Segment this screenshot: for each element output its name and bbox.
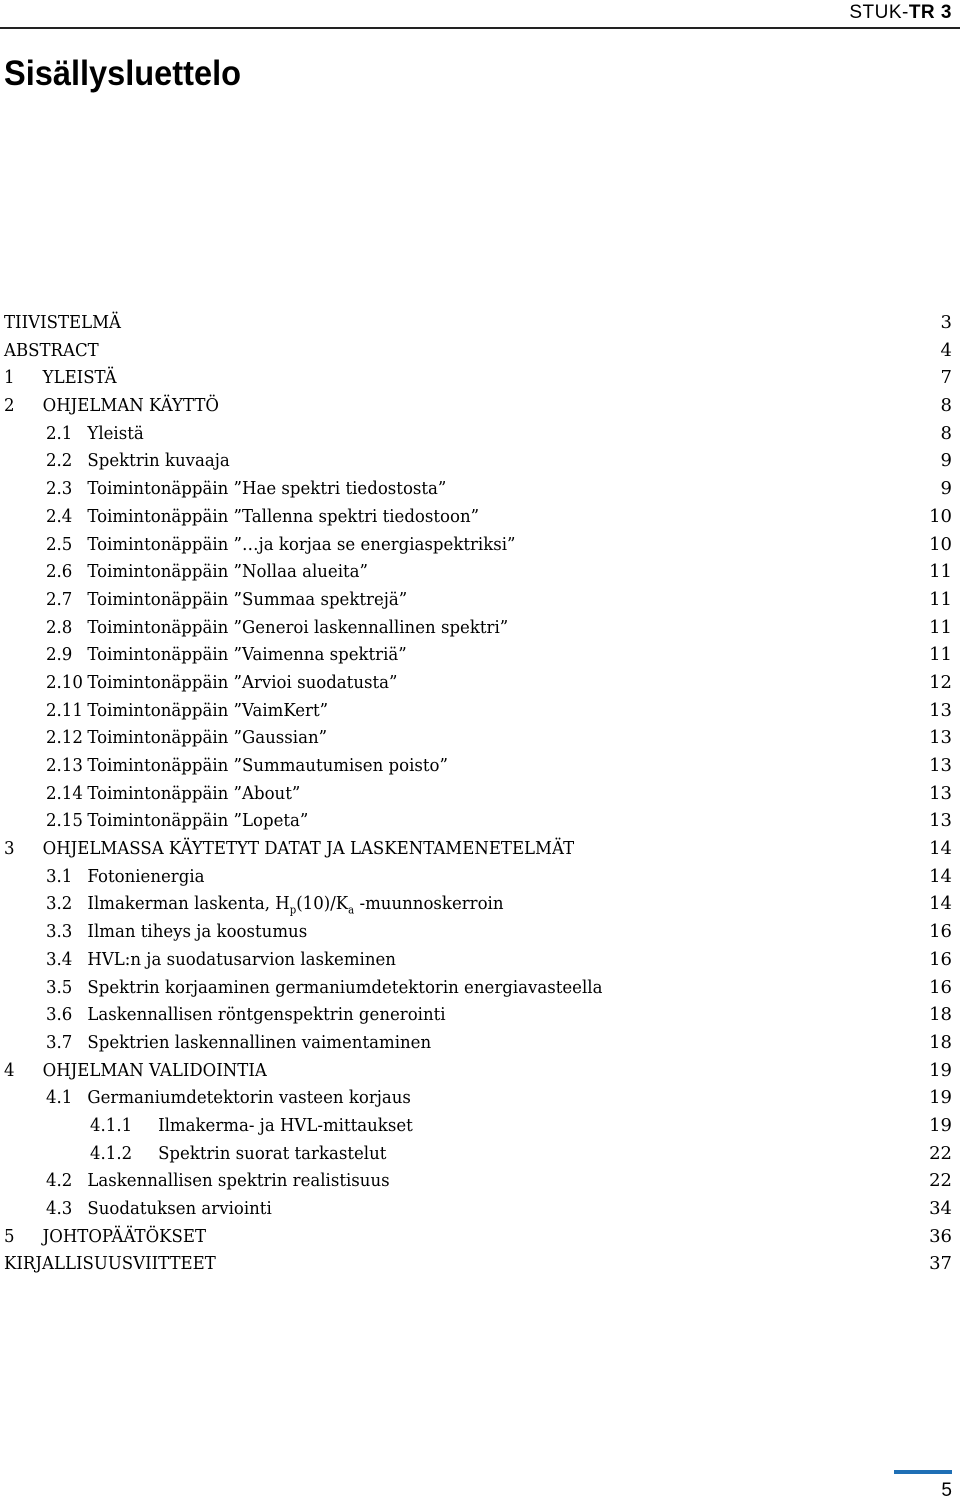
toc-entry[interactable] (0, 918, 960, 946)
toc-entry[interactable] (0, 447, 960, 475)
toc-entry-label: Spektrin kuvaaja (87, 450, 230, 472)
toc-entry-number: 2.7 (46, 588, 73, 610)
toc-entry[interactable] (0, 946, 960, 974)
toc-entry-label: Toimintonäppäin ”Generoi laskennallinen spektri” (87, 616, 509, 638)
toc-entry-label: Suodatuksen arviointi (87, 1198, 272, 1219)
toc-entry-label: Toimintonäppäin ”Summautumisen poisto” (87, 755, 448, 776)
toc-entry-number: 2.11 (46, 699, 83, 721)
toc-entry-page: 8 (940, 395, 952, 417)
toc-entry[interactable] (0, 1029, 960, 1057)
toc-entry[interactable] (0, 309, 960, 337)
toc-entry-page: 22 (929, 1142, 952, 1164)
toc-entry-label: Fotonienergia (87, 865, 205, 887)
toc-entry-text (4, 337, 99, 365)
toc-entry-label: Toimintonäppäin ”VaimKert” (87, 699, 329, 721)
toc-entry-number: 2.10 (46, 671, 83, 693)
toc-entry-text (46, 641, 407, 669)
toc-entry[interactable] (0, 586, 960, 614)
toc-entry-page: 11 (929, 616, 952, 638)
toc-entry[interactable] (0, 337, 960, 365)
toc-entry-text (46, 807, 309, 835)
toc-entry-number: 4.1.2 (90, 1142, 133, 1164)
toc-entry-number: 2.13 (46, 755, 83, 776)
toc-entry-page: 19 (929, 1087, 952, 1109)
toc-entry-text (46, 918, 308, 946)
toc-entry-page: 19 (929, 1059, 952, 1081)
toc-entry[interactable] (0, 392, 960, 420)
toc-entry-page: 10 (929, 533, 952, 555)
toc-entry-text (46, 863, 205, 891)
toc-entry-label: Germaniumdetektorin vasteen korjaus (87, 1087, 411, 1109)
toc-entry-page: 18 (929, 1004, 952, 1026)
toc-entry[interactable] (0, 1001, 960, 1029)
toc-entry-number: 2.3 (46, 478, 73, 500)
toc-entry-number: 3.7 (46, 1031, 73, 1053)
toc-entry-page: 13 (929, 782, 952, 804)
toc-entry-page: 22 (929, 1170, 952, 1192)
toc-entry-text (46, 614, 509, 642)
toc-entry-page: 11 (929, 588, 952, 610)
toc-entry-page: 34 (929, 1198, 952, 1219)
toc-entry-label: Toimintonäppäin ”Summaa spektrejä” (87, 588, 408, 610)
toc-entry-number: 2.8 (46, 616, 73, 638)
toc-entry-text (46, 724, 328, 752)
toc-entry-number: 2.9 (46, 644, 73, 666)
page-title: Sisällysluettelo (4, 54, 241, 93)
toc-entry-number: 3 (4, 838, 15, 860)
toc-entry-text (46, 1084, 411, 1112)
toc-entry-label: Laskennallisen röntgenspektrin generointi (87, 1004, 446, 1026)
toc-entry-label: Toimintonäppäin ”About” (87, 782, 301, 804)
toc-entry-label: JOHTOPÄÄTÖKSET (42, 1225, 207, 1247)
toc-entry-number: 2.12 (46, 727, 83, 749)
footer-accent-bar (894, 1470, 952, 1474)
report-id-prefix: STUK- (849, 2, 909, 23)
toc-entry-page: 9 (940, 478, 952, 500)
toc-entry-label: Spektrien laskennallinen vaimentaminen (87, 1031, 432, 1053)
toc-entry[interactable] (0, 835, 960, 863)
toc-entry-text (90, 1112, 413, 1140)
toc-entry-label: Toimintonäppäin ”Nollaa alueita” (87, 561, 369, 583)
toc-entry-number: 3.6 (46, 1004, 73, 1026)
toc-entry-text (4, 1057, 267, 1085)
toc-entry-label: ABSTRACT (4, 339, 99, 361)
toc-entry[interactable] (0, 974, 960, 1002)
toc-entry[interactable] (0, 780, 960, 808)
toc-entry[interactable] (0, 1223, 960, 1251)
header-rule (0, 27, 960, 29)
toc-entry-number: 3.5 (46, 976, 73, 998)
toc-entry-text (46, 447, 230, 475)
toc-entry-page: 13 (929, 699, 952, 721)
toc-entry-text (46, 531, 516, 559)
toc-entry-text (90, 1140, 387, 1168)
toc-entry-page: 12 (929, 671, 952, 693)
toc-entry-page: 13 (929, 810, 952, 832)
toc-entry-label: HVL:n ja suodatusarvion laskeminen (87, 948, 396, 970)
toc-entry-text (46, 946, 396, 974)
toc-entry[interactable] (0, 1140, 960, 1168)
toc-entry-number: 4.1 (46, 1087, 73, 1109)
toc-entry-page: 14 (929, 893, 952, 915)
page-header (0, 0, 960, 40)
toc-entry-label: Toimintonäppäin ”…ja korjaa se energiaspektriksi” (87, 533, 516, 555)
toc-entry-text (4, 392, 219, 420)
page-number: 5 (941, 1480, 952, 1501)
toc-entry-text (4, 309, 121, 337)
toc-entry-number: 2.2 (46, 450, 73, 472)
toc-entry-label-formula: Ilmakerman laskenta, $H_p(10)/K_a$ -muunnoskerroin (87, 893, 504, 918)
toc-entry-label: Spektrin suorat tarkastelut (158, 1142, 387, 1164)
toc-entry-text (46, 503, 480, 531)
toc-entry-page: 9 (940, 450, 952, 472)
toc-entry[interactable] (0, 697, 960, 725)
toc-entry-page: 14 (929, 865, 952, 887)
toc-entry-text (46, 780, 301, 808)
toc-entry-label: Spektrin korjaaminen germaniumdetektorin energiavasteella (87, 976, 603, 998)
toc-entry-page: 13 (929, 727, 952, 749)
toc-entry-page: 3 (940, 312, 952, 333)
toc-entry-number: 3.4 (46, 948, 73, 970)
toc-entry-number: 2.4 (46, 505, 73, 527)
toc-entry-label: Yleistä (87, 422, 144, 444)
toc-entry[interactable] (0, 641, 960, 669)
toc-entry-label: OHJELMAN KÄYTTÖ (42, 395, 219, 417)
toc-entry[interactable] (0, 420, 960, 448)
toc-entry[interactable] (0, 863, 960, 891)
toc-entry-page: 4 (940, 339, 952, 361)
toc-entry-text (46, 697, 329, 725)
toc-entry[interactable] (0, 1084, 960, 1112)
toc-entry-number: 2.14 (46, 782, 83, 804)
report-id (849, 2, 952, 24)
toc-entry-label: Toimintonäppäin ”Vaimenna spektriä” (87, 644, 407, 666)
toc-entry-label: Toimintonäppäin ”Lopeta” (87, 810, 309, 832)
toc-entry-page: 11 (929, 561, 952, 583)
toc-entry[interactable] (0, 614, 960, 642)
toc-entry-text (4, 1223, 207, 1251)
toc-entry-text (4, 835, 575, 863)
toc-entry[interactable] (0, 364, 960, 392)
toc-entry-number: 2.1 (46, 422, 73, 444)
toc-entry-text (46, 890, 504, 918)
toc-entry-page: 8 (940, 422, 952, 444)
toc-entry-number: 2.15 (46, 810, 83, 832)
toc-entry-label: Toimintonäppäin ”Tallenna spektri tiedostoon” (87, 505, 480, 527)
toc-entry-label: Ilmakerma- ja HVL-mittaukset (158, 1114, 413, 1136)
toc-entry-number: 5 (4, 1225, 15, 1247)
toc-entry-label: Toimintonäppäin ”Arvioi suodatusta” (87, 671, 398, 693)
toc-entry-text (46, 752, 448, 780)
toc-entry-label: YLEISTÄ (42, 367, 117, 389)
toc-entry-text (46, 1029, 432, 1057)
toc-entry[interactable] (0, 890, 960, 918)
toc-entry-label: Ilman tiheys ja koostumus (87, 921, 308, 943)
toc-entry[interactable] (0, 503, 960, 531)
toc-entry-text (4, 364, 117, 392)
toc-entry-number: 2.5 (46, 533, 73, 555)
toc-entry[interactable] (0, 724, 960, 752)
toc-entry-text (46, 586, 408, 614)
toc-entry-label: KIRJALLISUUSVIITTEET (4, 1253, 216, 1275)
toc-entry-number: 3.3 (46, 921, 73, 943)
toc-entry-text (4, 1250, 216, 1278)
toc-entry-page: 11 (929, 644, 952, 666)
toc-entry-page: 16 (929, 948, 952, 970)
toc-entry-text (46, 1195, 272, 1223)
toc-entry[interactable] (0, 807, 960, 835)
toc-entry[interactable] (0, 475, 960, 503)
toc-entry-page: 10 (929, 505, 952, 527)
toc-entry[interactable] (0, 531, 960, 559)
toc-entry[interactable] (0, 1195, 960, 1223)
toc-entry-number: 4.3 (46, 1198, 73, 1219)
toc-entry-page: 36 (929, 1225, 952, 1247)
table-of-contents (0, 309, 960, 1278)
toc-entry-number: 4 (4, 1059, 15, 1081)
toc-entry-page: 16 (929, 976, 952, 998)
toc-entry-label: Toimintonäppäin ”Gaussian” (87, 727, 328, 749)
toc-entry-text (46, 1167, 390, 1195)
toc-entry-text (46, 420, 144, 448)
toc-entry-number: 3.1 (46, 865, 73, 887)
toc-entry-page: 16 (929, 921, 952, 943)
toc-entry-page: 13 (929, 755, 952, 776)
toc-entry-number: 2 (4, 395, 15, 417)
toc-entry[interactable] (0, 1167, 960, 1195)
toc-entry-text (46, 974, 603, 1002)
toc-entry-text (46, 1001, 446, 1029)
toc-entry[interactable] (0, 1250, 960, 1278)
toc-entry-number: 1 (4, 367, 15, 389)
toc-entry-text (46, 669, 398, 697)
toc-entry-label: Laskennallisen spektrin realistisuus (87, 1170, 390, 1192)
toc-entry-number: 4.2 (46, 1170, 73, 1192)
toc-entry[interactable] (0, 669, 960, 697)
toc-entry-page: 37 (929, 1253, 952, 1275)
toc-entry[interactable] (0, 558, 960, 586)
toc-entry-label: OHJELMASSA KÄYTETYT DATAT JA LASKENTAMENETELMÄT (42, 838, 575, 860)
toc-entry-label: TIIVISTELMÄ (4, 312, 122, 333)
toc-entry-text (46, 558, 369, 586)
toc-entry-page: 19 (929, 1114, 952, 1136)
toc-entry-page: 7 (940, 367, 952, 389)
toc-entry-page: 14 (929, 838, 952, 860)
toc-entry[interactable] (0, 752, 960, 780)
toc-entry[interactable] (0, 1112, 960, 1140)
toc-entry-number: 3.2 (46, 893, 73, 915)
toc-entry-number: 2.6 (46, 561, 73, 583)
toc-entry[interactable] (0, 1057, 960, 1085)
toc-entry-text (46, 475, 447, 503)
toc-entry-page: 18 (929, 1031, 952, 1053)
toc-entry-label: Toimintonäppäin ”Hae spektri tiedostosta” (87, 478, 447, 500)
toc-entry-label: OHJELMAN VALIDOINTIA (42, 1059, 267, 1081)
report-id-suffix: TR 3 (908, 2, 952, 23)
toc-entry-number: 4.1.1 (90, 1114, 133, 1136)
